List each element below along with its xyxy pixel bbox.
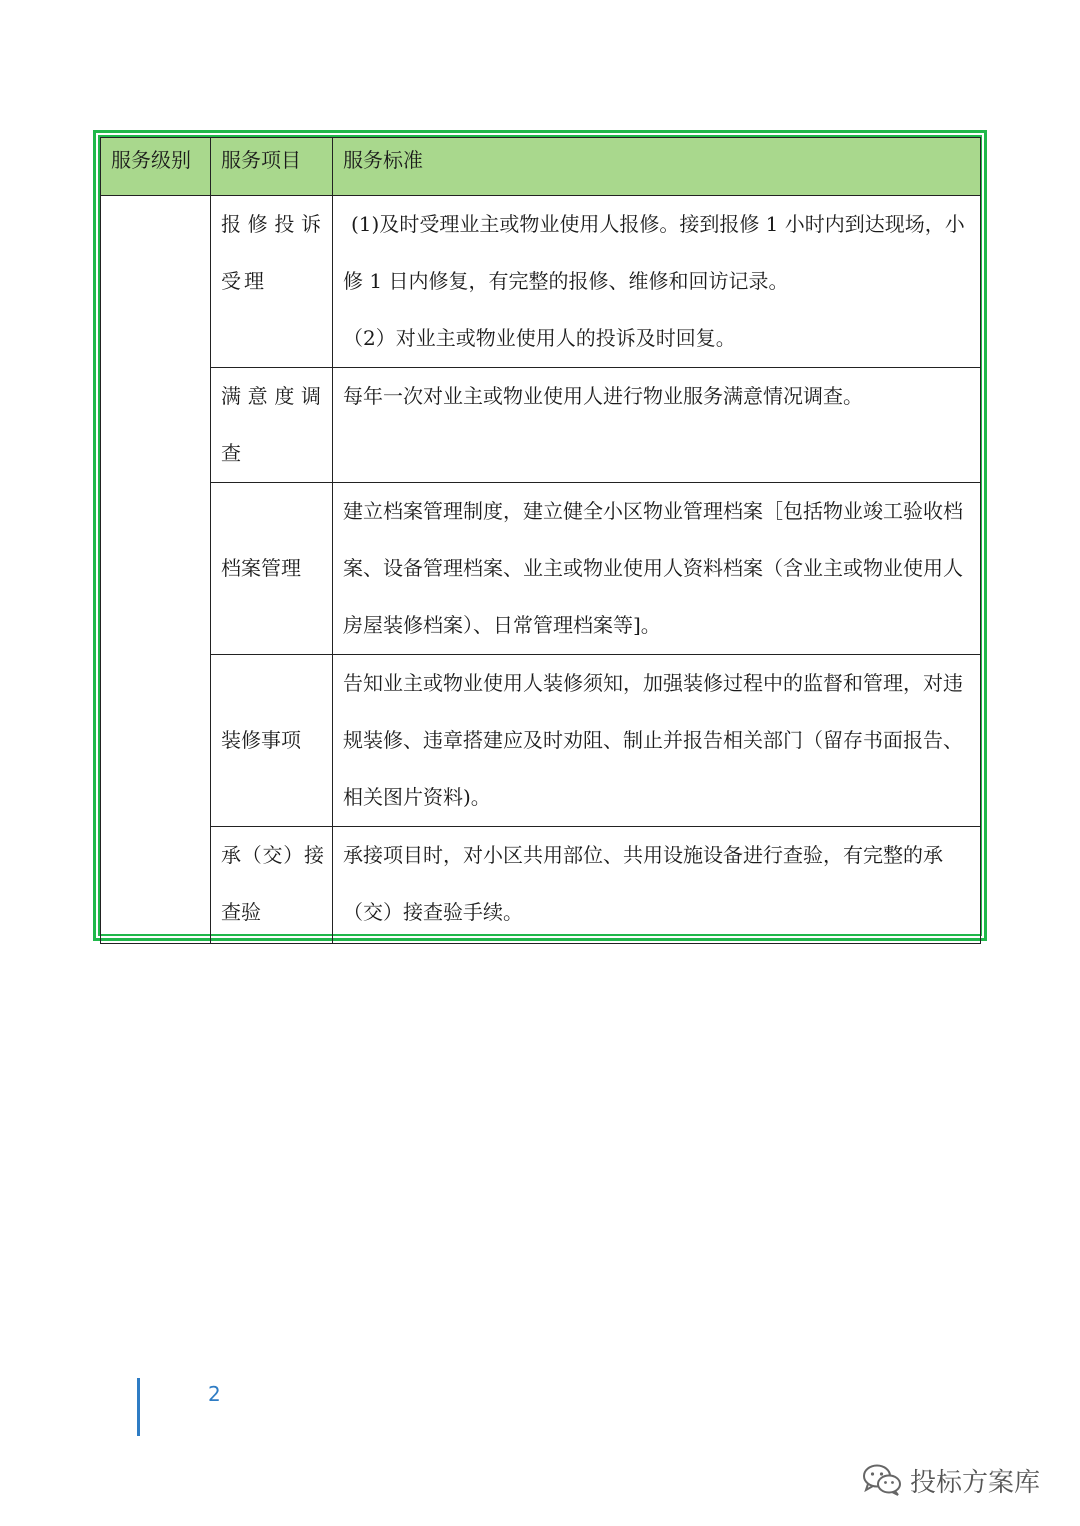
service-standard-cell [333, 655, 981, 827]
table-row [101, 827, 981, 944]
service-item-cell: 满意度调查 [211, 368, 333, 483]
standard-paragraph: 每年一次对业主或物业使用人进行物业服务满意情况调查。 [343, 384, 863, 408]
wechat-icon [862, 1463, 902, 1497]
standard-paragraph: 承接项目时，对小区共用部位、共用设施设备进行查验，有完整的承（交）接查验手续。 [343, 843, 943, 924]
service-item-cell: 报修投诉受理 [211, 196, 333, 368]
service-standard-table [100, 137, 981, 944]
service-standard-cell [333, 827, 981, 944]
table-row [101, 368, 981, 483]
header-service-standard: 服务标准 [333, 138, 981, 196]
service-level-cell [101, 196, 211, 944]
header-service-level: 服务级别 [101, 138, 211, 196]
service-item-cell: 档案管理 [211, 483, 333, 655]
table-row [101, 196, 981, 368]
table-inner-border [98, 135, 982, 936]
page-number: 2 [208, 1382, 221, 1406]
service-item-cell: 装修事项 [211, 655, 333, 827]
service-standard-table-frame [93, 130, 987, 941]
service-item-cell: 承（交）接查验 [211, 827, 333, 944]
service-standard-cell [333, 196, 981, 368]
standard-paragraph: (1)及时受理业主或物业使用人报修。接到报修 1 小时内到达现场，小修 1 日内修复，有完整的报修、维修和回访记录。 [343, 212, 965, 293]
watermark-text: 投标方案库 [910, 1467, 1041, 1498]
table-header-row [101, 138, 981, 196]
standard-paragraph: 建立档案管理制度，建立健全小区物业管理档案［包括物业竣工验收档案、设备管理档案、业主或物业使用人资料档案（含业主或物业使用人房屋装修档案）、日常管理档案等]。 [343, 499, 963, 637]
table-row [101, 483, 981, 655]
standard-paragraph: （2）对业主或物业使用人的投诉及时回复。 [343, 326, 736, 350]
service-standard-cell [333, 368, 981, 483]
watermark [862, 1460, 1040, 1500]
standard-paragraph: 告知业主或物业使用人装修须知，加强装修过程中的监督和管理，对违规装修、违章搭建应及时劝阻、制止并报告相关部门（留存书面报告、相关图片资料)。 [343, 671, 963, 809]
header-service-item: 服务项目 [211, 138, 333, 196]
service-standard-cell [333, 483, 981, 655]
footer-accent-bar [137, 1378, 140, 1436]
table-row [101, 655, 981, 827]
